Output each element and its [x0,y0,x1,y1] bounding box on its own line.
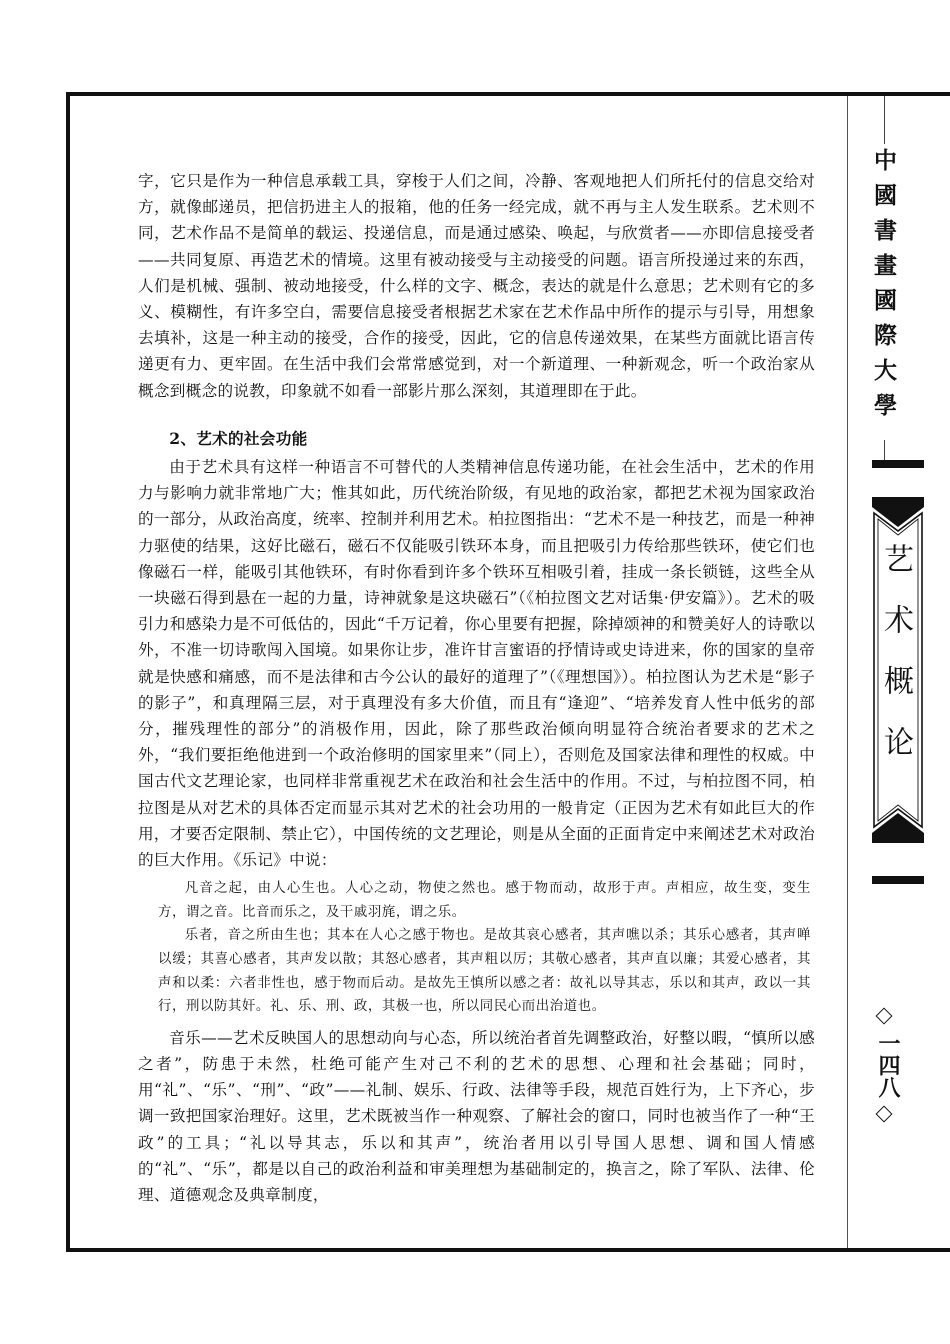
body-text [138,168,815,1208]
block-quote [138,877,815,1019]
side-thin-line-top [884,96,885,144]
diamond-icon [876,1008,893,1025]
university-name: 中國書畫國際大學 [870,148,896,428]
quote-paragraph-2: 乐者，音之所由生也；其本在人心之感于物也。是故其哀心感者，其声噍以杀；其乐心感者，其声啴以缓；其喜心感者，其声发以散；其怒心感者，其声粗以厉；其敬心感者，其声直以廉；其爱心感者，其声和以柔：六者非性也，感于物而后动。是故先王慎所以感之者：故礼以导其志，乐以和其声，政以一其行，刑以防其奸。礼、乐、刑、政，其极一也，所以同民心而出治道也。 [158,928,811,1015]
book-title-plaque [870,497,926,843]
plaque-bottom-bar [872,876,924,884]
paragraph-3: 音乐——艺术反映国人的思想动向与心态，所以统治者首先调整政治，好整以暇，“慎所以感之者”，防患于未然，杜绝可能产生对己不利的艺术的思想、心理和社会基础；同时，用“礼”、“乐”、“刑”、“政”——礼制、娱乐、行政、法律等手段，规范百姓行为，上下齐心，步调一致把国家治理好。这里，艺术既被当作一种观察、了解社会的窗口，同时也被当作了一种“王政”的工具；“礼以导其志，乐以和其声”，统治者用以引导国人思想、调和国人情感的“礼”、“乐”，都是以自己的政治利益和审美理想为基础制定的，换言之，除了军队、法律、伦理、道德观念及典章制度， [138,1028,815,1205]
quote-paragraph-1: 凡音之起，由人心生也。人心之动，物使之然也。感于物而动，故形于声。声相应，故生变，变生方，谓之音。比音而乐之，及干戚羽旄，谓之乐。 [158,881,811,920]
page-number-block [864,1010,904,1120]
paragraph-2: 由于艺术具有这样一种语言不可替代的人类精神信息传递功能，在社会生活中，艺术的作用力与影响力就非常地广大；惟其如此，历代统治阶级，有见地的政治家，都把艺术视为国家政治的一部分，从政治高度，统率、控制并利用艺术。柏拉图指出：“艺术不是一种技艺，而是一种神力驱使的结果，这好比磁石，磁石不仅能吸引铁环本身，而且把吸引力传给那些铁环，使它们也像磁石一样，能吸引其他铁环，有时你看到许多个铁环互相吸引着，挂成一条长锁链，这些全从一块磁石得到悬在一起的力量，诗神就象是这块磁石”（《柏拉图文艺对话集·伊安篇》）。艺术的吸引力和感染力是不可低估的，因此“千万记着，你心里要有把握，除掉颂神的和赞美好人的诗歌以外，不准一切诗歌闯入国境。如果你让步，准许甘言蜜语的抒情诗或史诗进来，你的国家的皇帝就是快感和痛感，而不是法律和古今公认的最好的道理了”（《理想国》）。柏拉图认为艺术是“影子的影子”，和真理隔三层，对于真理没有多大价值，而且有“逢迎”、“培养发育人性中低劣的部分，摧残理性的部分”的消极作用，因此，除了那些政治倾向明显符合统治者要求的艺术之外，“我们要拒绝他进到一个政治修明的国家里来”（同上），否则危及国家法律和理性的权威。中国古代文艺理论家，也同样非常重视艺术在政治和社会生活中的作用。不过，与柏拉图不同，柏拉图是从对艺术的具体否定而显示其对艺术的社会功用的一般肯定（正因为艺术有如此巨大的作用，才要否定限制、禁止它），中国传统的文艺理论，则是从全面的正面肯定中来阐述艺术对政治的巨大作用。《乐记》中说： [138,458,815,870]
section-heading: 2、艺术的社会功能 [169,428,308,448]
paragraph-1: 字，它只是作为一种信息承载工具，穿梭于人们之间，冷静、客观地把人们所托付的信息交给对方，就像邮递员，把信扔进主人的报箱，他的任务一经完成，就不再与主人发生联系。艺术则不同，艺术作品不是简单的载运、投递信息，而是通过感染、唤起，与欣赏者——亦即信息接受者——共同复原、再造艺术的情境。这里有被动接受与主动接受的问题。语言所投递过来的东西，人们是机械、强制、被动地接受，什么样的文字、概念，表达的就是什么意思；艺术则有它的多义、模糊性，有许多空白，需要信息接受者根据艺术家在艺术作品中所作的提示与引导，用想象去填补，这是一种主动的接受，合作的接受，因此，它的信息传递效果，在某些方面就比语言传递更有力、更牢固。在生活中我们会常常感觉到，对一个新道理、一种新观念，听一个政治家从概念到概念的说教，印象就不如看一部影片那么深刻，其道理即在于此。 [138,172,815,400]
diamond-icon [876,1106,893,1123]
page-number: 一四八 [875,1032,900,1098]
plaque-top-bar [872,460,924,468]
side-panel-divider [847,96,848,1248]
book-title: 艺术概论 [878,543,913,787]
